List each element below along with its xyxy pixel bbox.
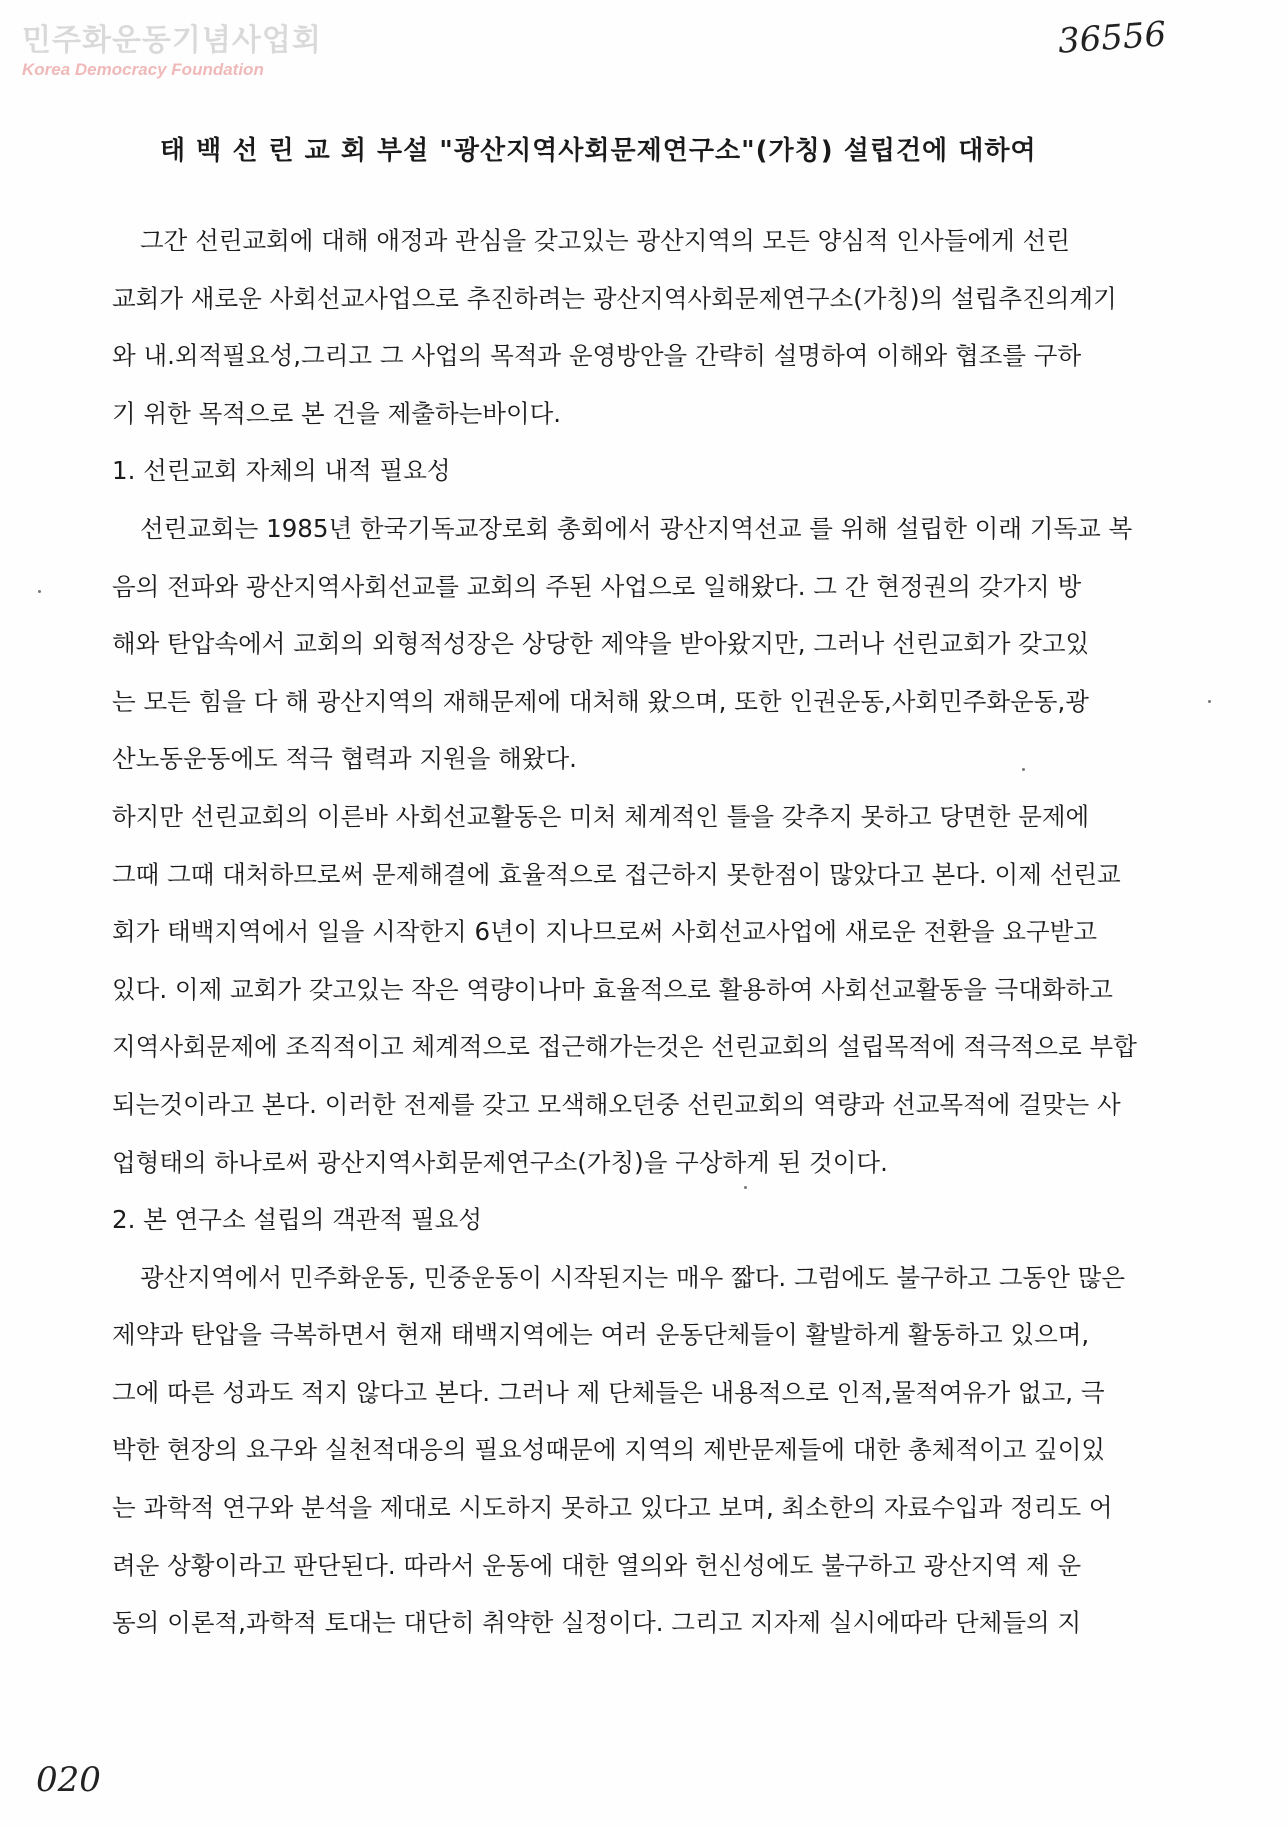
- body-line: 되는것이라고 본다. 이러한 전제를 갖고 모색해오던중 선린교회의 역량과 선교목적에 걸맞는 사: [112, 1089, 1121, 1119]
- body-line: 는 과학적 연구와 분석을 제대로 시도하지 못하고 있다고 보며, 최소한의 자료수입과 정리도 어: [112, 1493, 1113, 1523]
- body-line: 기 위한 목적으로 본 건을 제출하는바이다.: [112, 398, 562, 428]
- section-heading: 1. 선린교회 자체의 내적 필요성: [112, 456, 451, 486]
- body-line: 업형태의 하나로써 광산지역사회문제연구소(가칭)을 구상하게 된 것이다.: [112, 1147, 888, 1177]
- scan-speck: [744, 1186, 747, 1189]
- body-line: 있다. 이제 교회가 갖고있는 작은 역량이나마 효율적으로 활용하여 사회선교활동을 극대화하고: [112, 974, 1113, 1004]
- handwritten-page-number: 020: [36, 1760, 101, 1800]
- body-line: 음의 전파와 광산지역사회선교를 교회의 주된 사업으로 일해왔다. 그 간 현정권의 갖가지 방: [112, 571, 1082, 601]
- body-line: 그에 따른 성과도 적지 않다고 본다. 그러나 제 단체들은 내용적으로 인적,물적여유가 없고, 극: [112, 1377, 1105, 1407]
- body-line: 그때 그때 대처하므로써 문제해결에 효율적으로 접근하지 못한점이 많았다고 본다. 이제 선린교: [112, 859, 1121, 889]
- watermark-korean: 민주화운동기념사업회: [22, 23, 322, 58]
- body-line: 하지만 선린교회의 이른바 사회선교활동은 미처 체계적인 틀을 갖추지 못하고 당면한 문제에: [112, 801, 1090, 831]
- body-line: 동의 이론적,과학적 토대는 대단히 취약한 실정이다. 그리고 지자제 실시에따라 단체들의 지: [112, 1608, 1082, 1638]
- body-line: 와 내.외적필요성,그리고 그 사업의 목적과 운영방안을 간략히 설명하여 이해와 협조를 구하: [112, 341, 1082, 371]
- body-line: 해와 탄압속에서 교회의 외형적성장은 상당한 제약을 받아왔지만, 그러나 선린교회가 갖고있: [112, 629, 1090, 659]
- body-line: 그간 선린교회에 대해 애정과 관심을 갖고있는 광산지역의 모든 양심적 인사들에게 선린: [140, 226, 1070, 255]
- body-line: 교회가 새로운 사회선교사업으로 추진하려는 광산지역사회문제연구소(가칭)의 설립추진의계기: [112, 283, 1117, 313]
- body-line: 선린교회는 1985년 한국기독교장로회 총회에서 광산지역선교 를 위해 설립한 이래 기독교 복: [140, 513, 1133, 543]
- scan-speck: [38, 590, 41, 593]
- document-title: 태 백 선 린 교 회 부설 "광산지역사회문제연구소"(가칭) 설립건에 대하여: [160, 136, 1037, 166]
- body-line: 산노동운동에도 적극 협력과 지원을 해왔다.: [112, 744, 577, 774]
- handwritten-document-number: 36556: [1056, 14, 1168, 62]
- body-line: 는 모든 힘을 다 해 광산지역의 재해문제에 대처해 왔으며, 또한 인권운동,사회민주화운동,광: [112, 686, 1089, 716]
- body-line: 광산지역에서 민주화운동, 민중운동이 시작된지는 매우 짧다. 그럼에도 불구하고 그동안 많은: [140, 1262, 1126, 1292]
- foundation-watermark: [22, 22, 322, 80]
- scan-speck: [1022, 768, 1025, 771]
- body-line: 지역사회문제에 조직적이고 체계적으로 접근해가는것은 선린교회의 설립목적에 적극적으로 부합: [112, 1032, 1137, 1062]
- body-line: 려운 상황이라고 판단된다. 따라서 운동에 대한 열의와 헌신성에도 불구하고 광산지역 제 운: [112, 1550, 1082, 1580]
- body-line: 박한 현장의 요구와 실천적대응의 필요성때문에 지역의 제반문제들에 대한 총체적이고 깊이있: [112, 1435, 1106, 1465]
- watermark-english: Korea Democracy Foundation: [22, 60, 264, 79]
- document-body: [112, 212, 1202, 1652]
- body-line: 제약과 탄압을 극복하면서 현재 태백지역에는 여러 운동단체들이 활발하게 활동하고 있으며,: [112, 1320, 1090, 1350]
- section-heading: 2. 본 연구소 설립의 객관적 필요성: [112, 1205, 482, 1235]
- scan-speck: [1208, 700, 1211, 703]
- body-line: 회가 태백지역에서 일을 시작한지 6년이 지나므로써 사회선교사업에 새로운 전환을 요구받고: [112, 917, 1098, 947]
